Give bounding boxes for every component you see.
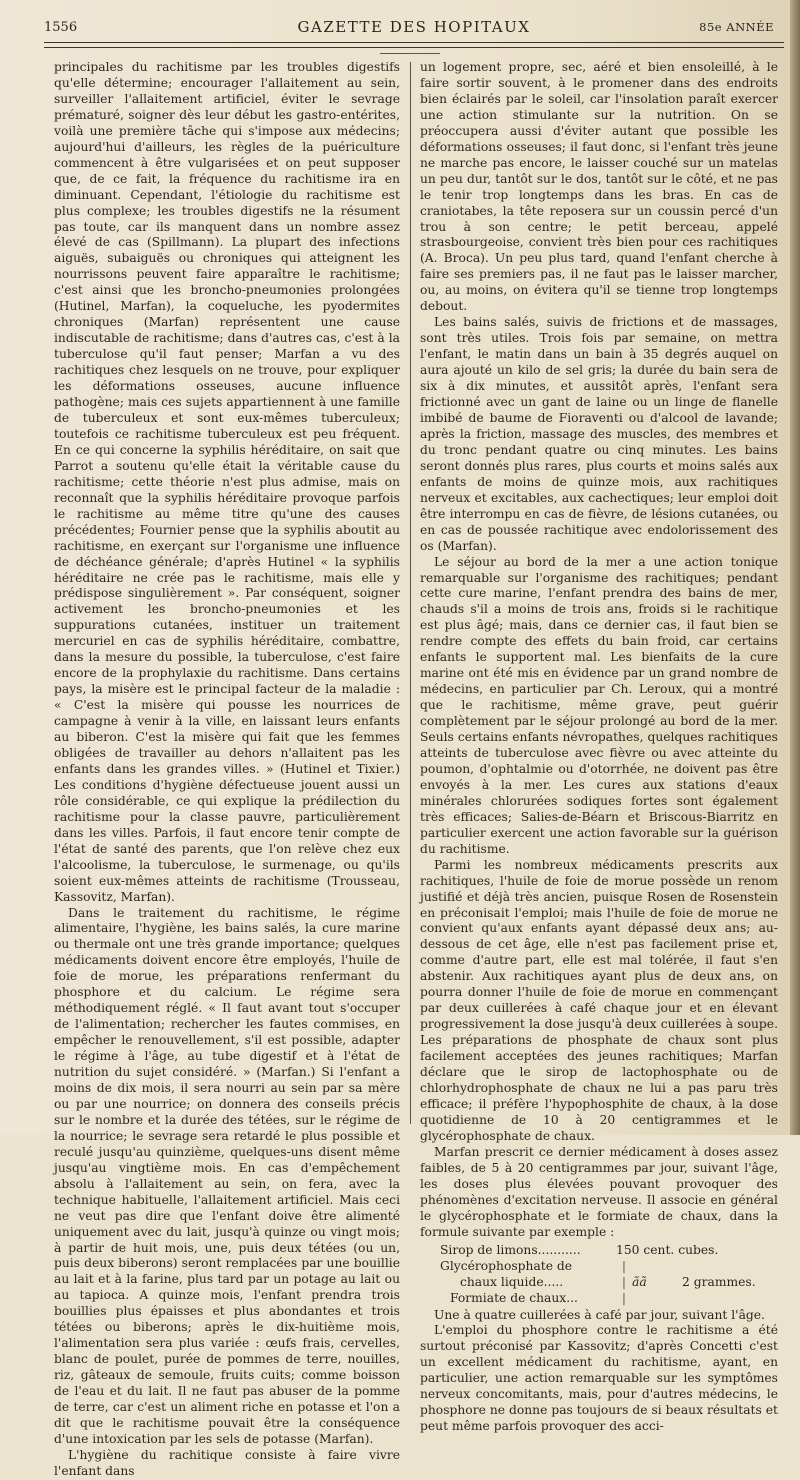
right-paragraph-3: Le séjour au bord de la mer a une action tonique remarquable sur l'organisme des rachitiques; pendant cette cure marine, l'enfant prendra des bains de mer, chauds s'il a moins de trois ans, froids si le rachitique est plus âgé; mais, dans ce dernier cas, il faut bien se rendre compte des effets du bain froid, car certains enfants le supportent mal. Les bienfaits de la cure marine ont été mis en évidence par un grand nombre de médecins, en particulier par Ch. Leroux, qui a montré que le rachitisme, même grave, peut guérir complètement par le séjour prolongé au bord de la mer. Seuls certains enfants névropathes, quelques rachitiques atteints de tuberculose avec fièvre ou avec atteinte du poumon, d'ophtalmie ou d'otorrhée, ne doivent pas être envoyés à la mer. Les cures aux stations d'eaux minérales chlorurées sodiques fortes sont également très efficaces; Salies-de-Béarn et Briscous-Biarritz en particulier exercent une action favorable sur la guérison du rachitisme. — [420, 554, 778, 856]
top-mark — [380, 53, 440, 54]
page-edge — [790, 0, 800, 1135]
formula-row — [420, 1290, 778, 1306]
right-paragraph-1: un logement propre, sec, aéré et bien ensoleillé, à le faire sortir souvent, à le promener dans des endroits bien éclairés par le soleil, car l'insolation paraît exercer une action stimulante sur la nutrition. On se préoccupera aussi d'éviter autant que possible les déformations osseuses; il faut donc, si l'enfant très jeune ne marche pas encore, le laisser couché sur un matelas un peu dur, tantôt sur le dos, tantôt sur le côté, et ne pas le tenir trop longtemps dans les bras. En cas de craniotabes, la tête reposera sur un coussin percé d'un trou à son centre; le petit berceau, appelé strasbourgeoise, convient très bien pour ces rachitiques (A. Broca). Un peu plus tard, quand l'enfant cherche à faire ses premiers pas, il ne faut pas le laisser marcher, ou, au moins, on évitera qu'il se tienne trop longtemps debout. — [420, 60, 778, 314]
header-rule-thin — [44, 47, 784, 48]
formula-ingredient: Glycérophosphate de — [440, 1258, 573, 1273]
journal-title: GAZETTE DES HOPITAUX — [297, 18, 531, 36]
left-column — [54, 60, 400, 1480]
right-paragraph-4: Parmi les nombreux médicaments prescrits aux rachitiques, l'huile de foie de morue possède un renom justifié et déjà très ancien, puisque Rosen de Rosenstein en préconisait l'emploi; mais l'huile de foie de morue ne convient qu'aux enfants ayant dépassé deux ans; au-dessous de cet âge, elle n'est pas facilement prise et, comme d'autre part, elle est mal tolérée, il faut s'en abstenir. Aux rachitiques ayant plus de deux ans, on pourra donner l'huile de foie de morue en commençant par deux cuillerées à café chaque jour et en élevant progressivement la dose jusqu'à deux cuillerées à soupe. Les préparations de phosphate de chaux sont plus facilement acceptées des jeunes rachitiques; Marfan déclare que le sirop de lactophosphate ou de chlorhydrophosphate de chaux ne lui a pas paru très efficace; il préfère l'hypophosphite de chaux, à la dose quotidienne de 10 à 20 centigrammes et le glycérophosphate de chaux. — [420, 857, 778, 1143]
formula-quantity-group — [616, 1274, 778, 1290]
left-paragraph-3: L'hygiène du rachitique consiste à faire vivre l'enfant dans — [54, 1447, 400, 1478]
year-label: 85e ANNÉE — [699, 20, 774, 34]
formula-row — [420, 1274, 778, 1290]
formula-quantity: 2 grammes. — [682, 1274, 756, 1289]
left-paragraph-1: principales du rachitisme par les troubles digestifs qu'elle détermine; encourager l'allaitement au sein, surveiller l'allaitement artificiel, éviter le sevrage prématuré, soigner dès leur début les gastro-entérites, voilà une première tâche qui s'impose aux médecins; aujourd'hui d'ailleurs, les règles de la puériculture commencent à être vulgarisées et on peut supposer que, de ce fait, la fréquence du rachitisme ira en diminuant. Cependant, l'étiologie du rachitisme est plus complexe; les troubles digestifs ne la résument pas toute, car ils manquent dans un nombre assez élevé de cas (Spillmann). La plupart des infections aiguës, subaiguës ou chroniques qui atteignent les nourrissons peuvent faire apparaître le rachitisme; c'est ainsi que les broncho-pneumonies prolongées (Hutinel, Marfan), la coqueluche, les pyodermites chroniques (Marfan) représentent une cause indiscutable de rachitisme; dans d'autres cas, c'est à la tuberculose qu'il faut penser; Marfan a vu des rachitiques chez lesquels on ne trouve, pour expliquer les déformations osseuses, aucune influence pathogène; mais ces sujets appartiennent à une famille de tuberculeux et sont eux-mêmes tuberculeux; toutefois ce rachitisme tuberculeux est peu fréquent. En ce qui concerne la syphilis héréditaire, on sait que Parrot a soutenu qu'elle était la véritable cause du rachitisme; cette théorie n'est plus admise, mais on reconnaît que la syphilis héréditaire provoque parfois le rachitisme au même titre qu'une des causes précédentes; Fournier pense que la syphilis aboutit au rachitisme, en exerçant sur l'organisme une influence de déchéance générale; d'après Hutinel « la syphilis héréditaire ne crée pas le rachitisme, mais elle y prédispose singulièrement ». Par conséquent, soigner activement les broncho-pneumonies et les suppurations cutanées, instituer un traitement mercuriel en cas de syphilis héréditaire, combattre, dans la mesure du possible, la tuberculose, c'est faire encore de la prophylaxie du rachitisme. Dans certains pays, la misère est le principal facteur de la maladie : « C'est la misère qui pousse les nourrices de campagne à venir à la ville, en laissant leurs enfants au biberon. C'est la misère qui fait que les femmes obligées de travailler au dehors n'allaitent pas les enfants dans les grandes villes. » (Hutinel et Tixier.) Les conditions d'hygiène défectueuse jouent aussi un rôle considérable, ce qui explique la prédilection du rachitisme pour la classe pauvre, particulièrement dans les villes. Parfois, il faut encore tenir compte de l'état de santé des parents, que l'on relève chez eux l'alcoolisme, la tuberculose, le surmenage, ou qu'ils soient eux-mêmes atteints de rachitisme (Trousseau, Kassovitz, Marfan). — [54, 60, 400, 904]
brace-glyph: | — [621, 1274, 627, 1289]
formula-brace — [616, 1258, 778, 1274]
formula-quantity: 150 cent. cubes. — [616, 1242, 719, 1257]
formula-brace — [616, 1290, 778, 1306]
formula-ana: ãã — [632, 1274, 647, 1289]
right-paragraph-5: Marfan prescrit ce dernier médicament à doses assez faibles, de 5 à 20 centigrammes par jour, suivant l'âge, les doses plus élevées pouvant provoquer des phénomènes d'excitation nerveuse. Il associe en général le glycérophosphate et le formiate de chaux, dans la formule suivante par exemple : — [420, 1144, 778, 1239]
right-paragraph-6: Une à quatre cuillerées à café par jour, suivant l'âge. — [434, 1307, 765, 1322]
right-column — [420, 60, 778, 1435]
right-paragraph-7: L'emploi du phosphore contre le rachitisme a été surtout préconisé par Kassovitz; d'après Concetti c'est un excellent médicament du rachitisme, ayant, en particulier, une action remarquable sur les symptômes nerveux concomitants, mais, pour d'autres médecins, le phosphore ne donne pas toujours de si beaux résultats et peut même parfois provoquer des acci- — [420, 1323, 778, 1434]
formula-row — [420, 1258, 778, 1274]
formula-ingredient: chaux liquide..... — [460, 1274, 564, 1289]
formula-ingredient: Formiate de chaux... — [450, 1290, 578, 1305]
column-divider — [410, 62, 411, 1124]
left-paragraph-2: Dans le traitement du rachitisme, le régime alimentaire, l'hygiène, les bains salés, la cure marine ou thermale ont une très grande importance; quelques médicaments doivent encore être employés, l'huile de foie de morue, les préparations renfermant du phosphore et du calcium. Le régime sera méthodiquement réglé. « Il faut avant tout s'occuper de l'alimentation; rechercher les fautes commises, en empêcher le renouvellement, s'il est possible, adapter le régime à l'âge, au tube digestif et à l'état de nutrition du sujet considéré. » (Marfan.) Si l'enfant a moins de dix mois, il sera nourri au sein par sa mère ou par une nourrice; on donnera des conseils précis sur le nombre et la durée des tétées, sur le régime de la nourrice; le sevrage sera retardé le plus possible et reculé jusqu'au quinzième, quelques-uns disent même jusqu'au vingtième mois. En cas d'empêchement absolu à l'allaitement au sein, on fera, avec la technique habituelle, l'allaitement artificiel. Mais ceci ne veut pas dire que l'enfant doive être alimenté uniquement avec du lait, jusqu'à quinze ou vingt mois; à partir de huit mois, une, puis deux tétées (ou un, puis deux biberons) seront remplacées par une bouillie au lait et à la farine, plus tard par un potage au lait ou au tapioca. A quinze mois, l'enfant prendra trois bouillies plus épaisses et plus abondantes et trois tétées ou biberons; après le dix-huitième mois, l'alimentation sera plus variée : œufs frais, cervelles, blanc de poulet, purée de pommes de terre, nouilles, riz, gâteaux de semoule, fruits cuits; comme boisson de l'eau et du lait. Il ne faut pas abuser de la pomme de terre, car c'est un aliment riche en potasse et l'on a dit que le rachitisme pouvait être la conséquence d'une intoxication par les sels de potasse (Marfan). — [54, 905, 400, 1446]
right-paragraph-2: Les bains salés, suivis de frictions et de massages, sont très utiles. Trois fois par semaine, on mettra l'enfant, le matin dans un bain à 35 degrés auquel on aura ajouté un kilo de sel gris; la durée du bain sera de six à dix minutes, et aussitôt après, l'enfant sera frictionné avec un gant de laine ou un linge de flanelle imbibé de baume de Fioraventi ou d'alcool de lavande; après la friction, massage des muscles, des membres et du tronc pendant quatre ou cinq minutes. Les bains seront donnés plus rares, plus courts et moins salés aux enfants de moins de quinze mois, aux rachitiques nerveux et excitables, aux cachectiques; leur emploi doit être interrompu en cas de fièvre, de lésions cutanées, ou en cas de poussée rachitique avec endolorissement des os (Marfan). — [420, 315, 778, 553]
brace-glyph: | — [621, 1290, 627, 1305]
page-number: 1556 — [44, 20, 78, 35]
formula-row — [420, 1242, 778, 1258]
brace-glyph: | — [621, 1258, 627, 1273]
prescription-formula — [420, 1242, 778, 1306]
page-header — [44, 14, 784, 40]
formula-ingredient: Sirop de limons........... — [440, 1242, 581, 1257]
header-rule-thick — [44, 42, 784, 43]
